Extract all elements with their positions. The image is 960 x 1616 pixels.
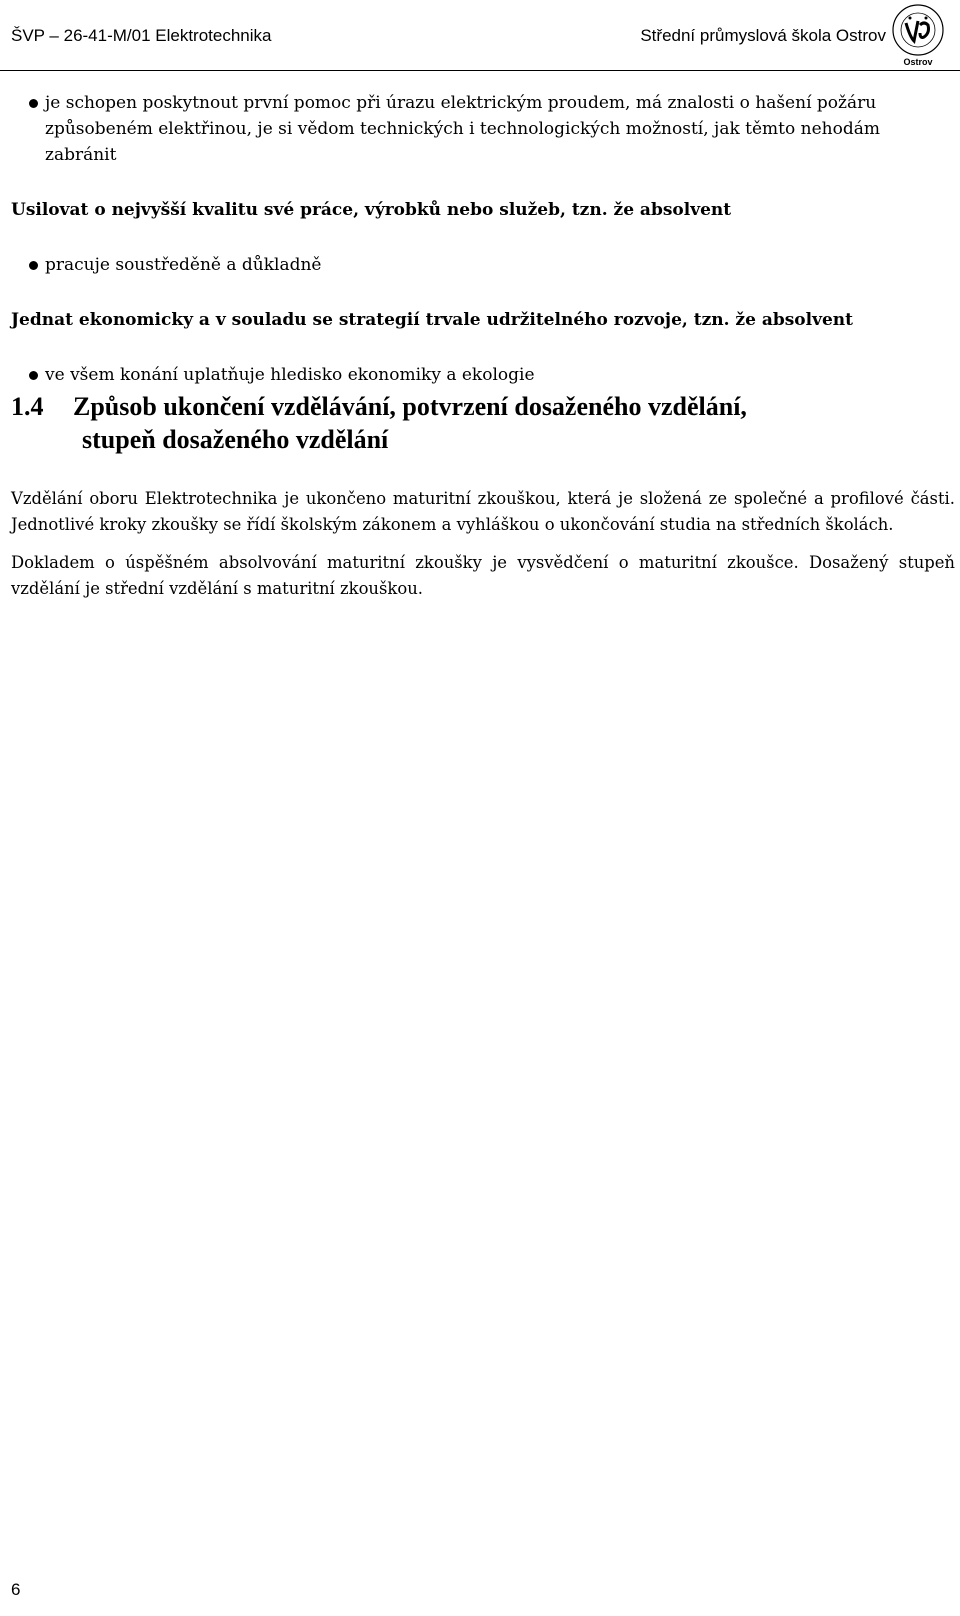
list-item-text: je schopen poskytnout první pomoc při úrazu elektrickým proudem, má znalosti o hašení požáru způsobeném elektřinou, je si vědom technických i technologických možností, jak těmto nehodám zabránit: [45, 93, 880, 165]
list-item-text: ve všem konání uplatňuje hledisko ekonomiky a ekologie: [45, 365, 535, 385]
page-header: [0, 0, 960, 71]
header-program-title: ŠVP – 26-41-M/01 Elektrotechnika: [11, 26, 272, 45]
competence-heading: Usilovat o nejvyšší kvalitu své práce, výrobků nebo služeb, tzn. že absolvent: [11, 200, 732, 220]
list-item-text: pracuje soustředěně a důkladně: [45, 255, 322, 275]
school-logo: [888, 3, 948, 65]
page-content: [11, 90, 955, 602]
section-title-line1: Způsob ukončení vzdělávání, potvrzení dosaženého vzdělání,: [73, 392, 747, 421]
logo-caption: Ostrov: [903, 57, 933, 67]
section-title-line2: stupeň dosaženého vzdělání: [82, 425, 389, 454]
section-number: 1.4: [11, 392, 44, 421]
bullet-icon: [29, 99, 38, 108]
competence-heading: Jednat ekonomicky a v souladu se strategií trvale udržitelného rozvoje, tzn. že absolvent: [11, 310, 853, 330]
list-item: [11, 252, 955, 278]
section-heading: [11, 390, 955, 456]
bullet-icon: [29, 261, 38, 270]
school-seal-icon: [888, 3, 948, 57]
list-item: [11, 90, 955, 168]
paragraph: Dokladem o úspěšném absolvování maturitní zkoušky je vysvědčení o maturitní zkoušce. Dosažený stupeň vzdělání je střední vzdělání s maturitní zkouškou.: [11, 553, 955, 598]
page-number: 6: [11, 1580, 21, 1599]
header-school-name: Střední průmyslová škola Ostrov: [640, 26, 886, 45]
list-item: [11, 362, 955, 388]
bullet-icon: [29, 371, 38, 380]
paragraph: Vzdělání oboru Elektrotechnika je ukončeno maturitní zkouškou, která je složená ze společné a profilové části. Jednotlivé kroky zkoušky se řídí školským zákonem a vyhláškou o ukončování studia na středních školách.: [11, 489, 955, 534]
